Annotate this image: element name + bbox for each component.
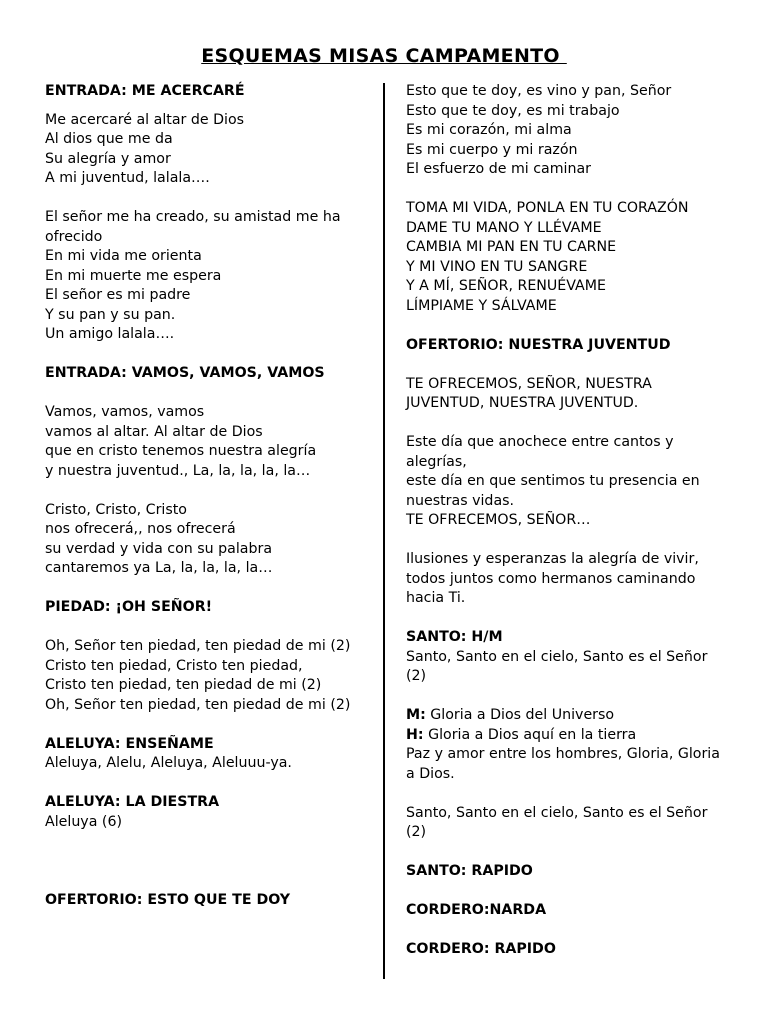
- section-heading: OFERTORIO: NUESTRA JUVENTUD: [406, 336, 671, 353]
- section-heading: OFERTORIO: ESTO QUE TE DOY: [45, 891, 291, 908]
- right-column: [406, 82, 728, 960]
- lyric-line: Santo, Santo en el cielo, Santo es el Señor (2): [406, 804, 712, 840]
- section-heading: SANTO: RAPIDO: [406, 863, 533, 879]
- chorus-line: CAMBIA MI PAN EN TU CARNE: [406, 239, 617, 255]
- section-heading: ENTRADA: VAMOS, VAMOS, VAMOS: [45, 365, 325, 381]
- lyric-line: A mi juventud, lalala….: [45, 170, 210, 186]
- lyric-line: En mi vida me orienta: [45, 248, 202, 264]
- chorus-line: DAME TU MANO Y LLÉVAME: [406, 219, 602, 236]
- lyric-line: TE OFRECEMOS, SEÑOR…: [406, 512, 591, 528]
- lyric-line: El señor me ha creado, su amistad me ha ofrecido: [45, 209, 346, 245]
- lyric-line: Cristo ten piedad, ten piedad de mi (2): [45, 677, 322, 693]
- lyric-line: El esfuerzo de mi caminar: [406, 161, 592, 177]
- lyric-line: nos ofrecerá,, nos ofrecerá: [45, 521, 236, 537]
- lyric-line: Santo, Santo en el cielo, Santo es el Señor (2): [406, 648, 712, 684]
- left-column: [45, 82, 370, 910]
- lyric-line: En mi muerte me espera: [45, 267, 222, 284]
- lyric-line: Me acercaré al altar de Dios: [45, 111, 245, 128]
- section-heading: ENTRADA: ME ACERCARÉ: [45, 83, 245, 99]
- lyric-line: [406, 706, 728, 726]
- chorus-line: Y MI VINO EN TU SANGRE: [406, 258, 588, 275]
- section-heading: PIEDAD: ¡OH SEÑOR!: [45, 599, 213, 615]
- lyric-line: su verdad y vida con su palabra: [45, 540, 273, 557]
- section-heading: CORDERO: RAPIDO: [406, 941, 556, 957]
- lyric-line: que en cristo tenemos nuestra alegría: [45, 443, 317, 459]
- lyric-line: Al dios que me da: [45, 131, 173, 147]
- lyric-line: Aleluya (6): [45, 813, 123, 830]
- section-heading: ALELUYA: LA DIESTRA: [45, 794, 220, 810]
- section-heading: CORDERO:NARDA: [406, 902, 547, 918]
- lyric-line: El señor es mi padre: [45, 287, 191, 303]
- lyric-line: Paz y amor entre los hombres, Gloria, Gloria a Dios.: [406, 746, 725, 782]
- lyric-line: Un amigo lalala….: [45, 326, 175, 342]
- lyric-line: Vamos, vamos, vamos: [45, 404, 205, 420]
- column-divider: [383, 83, 385, 979]
- lyric-line: Este día que anochece entre cantos y alegrías,: [406, 434, 679, 470]
- voice-label-h: H:: [406, 726, 424, 743]
- lyric-line: vamos al altar. Al altar de Dios: [45, 423, 263, 440]
- voice-text-h: Gloria a Dios aquí en la tierra: [423, 726, 637, 743]
- chorus-line: TOMA MI VIDA, PONLA EN TU CORAZÓN: [406, 200, 689, 216]
- voice-text-m: Gloria a Dios del Universo: [425, 707, 615, 723]
- lyric-line: Es mi cuerpo y mi razón: [406, 141, 578, 158]
- voice-label-m: M:: [406, 707, 426, 723]
- lyric-line: Y su pan y su pan.: [45, 306, 176, 323]
- lyric-line: este día en que sentimos tu presencia en nuestras vidas.: [406, 473, 705, 509]
- lyric-line: [406, 726, 728, 746]
- lyric-line: todos juntos como hermanos caminando hacia Ti.: [406, 570, 700, 606]
- lyric-line: Esto que te doy, es mi trabajo: [406, 102, 620, 119]
- lyric-line: y nuestra juventud., La, la, la, la, la…: [45, 462, 311, 479]
- document-title: ESQUEMAS MISAS CAMPAMENTO: [201, 45, 567, 67]
- chorus-line: LÍMPIAME Y SÁLVAME: [406, 297, 557, 314]
- section-heading: SANTO: H/M: [406, 629, 503, 645]
- chorus-line: Y A MÍ, SEÑOR, RENUÉVAME: [406, 278, 606, 294]
- lyric-line: Cristo, Cristo, Cristo: [45, 501, 187, 518]
- lyric-line: Esto que te doy, es vino y pan, Señor: [406, 83, 672, 99]
- lyric-line: Su alegría y amor: [45, 150, 171, 167]
- lyric-line: Ilusiones y esperanzas la alegría de vivir,: [406, 551, 699, 567]
- chorus-line: TE OFRECEMOS, SEÑOR, NUESTRA JUVENTUD, NUESTRA JUVENTUD.: [406, 375, 657, 411]
- lyric-line: Oh, Señor ten piedad, ten piedad de mi (2): [45, 638, 351, 654]
- section-heading: ALELUYA: ENSEÑAME: [45, 735, 214, 752]
- lyric-line: Oh, Señor ten piedad, ten piedad de mi (2): [45, 696, 351, 713]
- lyric-line: Aleluya, Alelu, Aleluya, Aleluuu-ya.: [45, 755, 292, 771]
- lyric-line: Es mi corazón, mi alma: [406, 122, 572, 138]
- lyric-line: cantaremos ya La, la, la, la, la…: [45, 560, 273, 576]
- lyric-line: Cristo ten piedad, Cristo ten piedad,: [45, 657, 303, 674]
